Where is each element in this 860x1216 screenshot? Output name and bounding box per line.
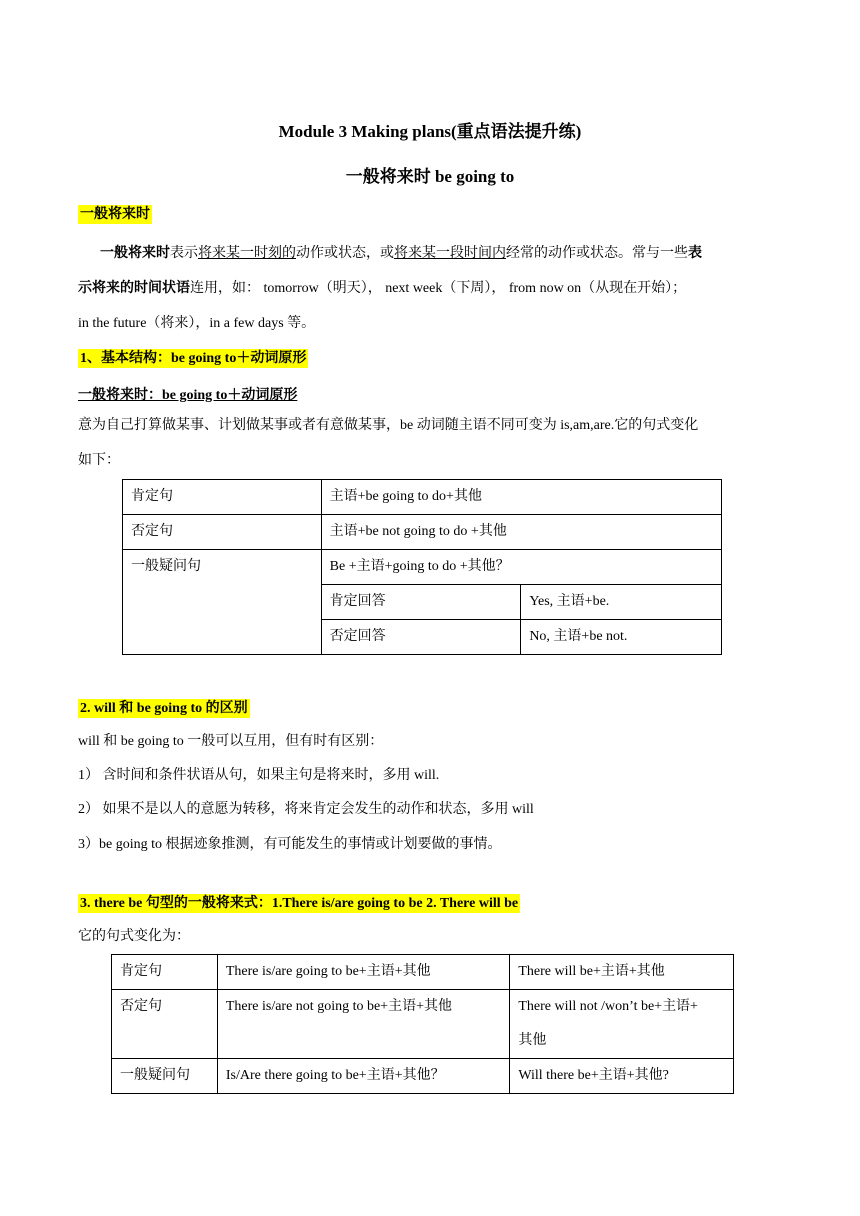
table-row [112,955,734,990]
table-cell [510,990,734,1059]
section3-para: 它的句式变化为： [78,929,190,944]
section-general-label: 一般将来时 [80,207,150,222]
table-cell: 肯定句 [112,955,218,990]
table-cell: There is/are not going to be+主语+其他 [217,990,510,1059]
intro-line-2: 示将来的时间状语连用，如： tomorrow（明天）， next week（下周）， from now on（从现在开始）； [78,281,687,296]
section2-label: 2. will 和 be going to 的区别 [80,701,248,716]
section1-heading [78,347,308,367]
table-cell: Will there be+主语+其他? [510,1059,734,1094]
cell-line: 其他 [518,1033,547,1048]
table-cell: 一般疑问句 [112,1059,218,1094]
intro-line-3: in the future（将来），in a few days 等。 [78,316,316,331]
cell-line: There will not /won’t be+主语+ [518,999,698,1014]
table-cell: There will be+主语+其他 [510,955,734,990]
section1-label: 1、基本结构：be going to＋动词原形 [80,351,307,366]
table-cell: There is/are going to be+主语+其他 [217,955,510,990]
table-cell: 否定回答 [321,620,521,655]
section2-line-4: 3）be going to 根据迹象推测，有可能发生的事情或计划要做的事情。 [78,837,502,852]
table-cell: 主语+be going to do+其他 [321,480,721,515]
section1-para-line-1: 意为自己打算做某事、计划做某事或者有意做某事，be 动词随主语不同可变为 is,am,are.它的句式变化 [78,418,699,433]
intro-line-1: 一般将来时表示将来某一时刻的动作或状态，或将来某一段时间内经常的动作或状态。常与一些表 [100,246,702,261]
section1-subheading: 一般将来时：be going to＋动词原形 [78,388,298,403]
section1-para-line-2: 如下： [78,453,120,468]
table-cell: Yes, 主语+be. [521,585,722,620]
table-cell: 主语+be not going to do +其他 [321,515,721,550]
section2-line-3: 2） 如果不是以人的意愿为转移，将来肯定会发生的动作和状态，多用 will [78,802,534,817]
table-cell: No, 主语+be not. [521,620,722,655]
table-row [112,1059,734,1094]
table-cell: 否定句 [112,990,218,1059]
structure-table [122,479,722,655]
table-cell: Is/Are there going to be+主语+其他？ [217,1059,510,1094]
table-row [123,515,722,550]
section3-heading [78,892,520,912]
there-be-table [111,954,734,1094]
table-cell: 否定句 [123,515,322,550]
section2-line-2: 1） 含时间和条件状语从句，如果主句是将来时，多用 will. [78,768,440,783]
page-subtitle: 一般将来时 be going to [345,167,515,186]
table-row [123,480,722,515]
table-cell: Be +主语+going to do +其他？ [321,550,721,585]
table-row [112,990,734,1059]
table-cell: 肯定句 [123,480,322,515]
section3-label: 3. there be 句型的一般将来式：1.There is/are going to be 2. There will be [80,896,519,911]
section-general-heading [78,203,152,223]
section2-line-1: will 和 be going to 一般可以互用，但有时有区别： [78,734,384,749]
section2-heading [78,697,250,717]
table-cell: 一般疑问句 [123,550,322,655]
table-row [123,550,722,585]
table-cell: 肯定回答 [321,585,521,620]
page-title: Module 3 Making plans(重点语法提升练) [278,122,582,141]
